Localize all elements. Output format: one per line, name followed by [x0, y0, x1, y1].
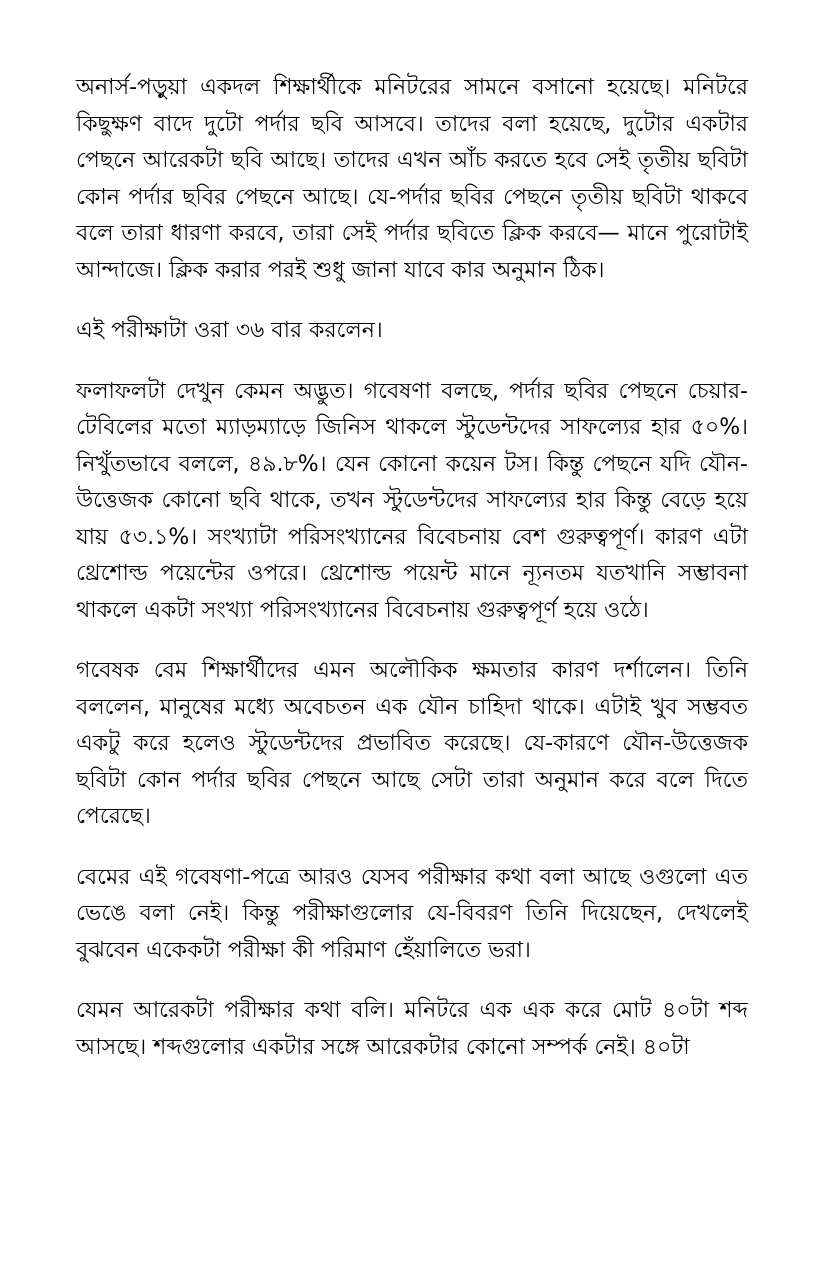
- document-page: [76, 70, 748, 1090]
- paragraph-results: ফলাফলটা দেখুন কেমন অদ্ভুত। গবেষণা বলছে, পর্দার ছবির পেছনে চেয়ার-টেবিলের মতো ম্যাড়ম্যাড়ে জিনিস থাকলে স্টুডেন্টদের সাফল্যের হার ৫০%। নিখুঁতভাবে বললে, ৪৯.৮%। যেন কোনো কয়েন টস। কিন্তু পেছনে যদি যৌন-উত্তেজক কোনো ছবি থাকে, তখন স্টুডেন্টদের সাফল্যের হার কিন্তু বেড়ে হয়ে যায় ৫৩.১%। সংখ্যাটা পরিসংখ্যানের বিবেচনায় বেশ গুরুত্বপূর্ণ। কারণ এটা থ্রেশোল্ড পয়েন্টের ওপরে। থ্রেশোল্ড পয়েন্ট মানে ন্যূনতম যতখানি সম্ভাবনা থাকলে একটা সংখ্যা পরিসংখ্যানের বিবেচনায় গুরুত্বপূর্ণ হয়ে ওঠে।: [76, 378, 748, 623]
- paragraph-other-experiments: বেমের এই গবেষণা-পত্রে আরও যেসব পরীক্ষার কথা বলা আছে ওগুলো এত ভেঙে বলা নেই। কিন্তু পরীক্ষাগুলোর যে-বিবরণ তিনি দিয়েছেন, দেখলেই বুঝবেন একেকটা পরীক্ষা কী পরিমাণ হেঁয়ালিতে ভরা।: [76, 864, 748, 963]
- paragraph-experiment-setup: অনার্স-পড়ুয়া একদল শিক্ষার্থীকে মনিটরের সামনে বসানো হয়েছে। মনিটরে কিছুক্ষণ বাদে দুটো পর্দার ছবি আসবে। তাদের বলা হয়েছে, দুটোর একটার পেছনে আরেকটা ছবি আছে। তাদের এখন আঁচ করতে হবে সেই তৃতীয় ছবিটা কোন পর্দার ছবির পেছনে আছে। যে-পর্দার ছবির পেছনে তৃতীয় ছবিটা থাকবে বলে তারা ধারণা করবে, তারা সেই পর্দার ছবিতে ক্লিক করবে— মানে পুরোটাই আন্দাজে। ক্লিক করার পরই শুধু জানা যাবে কার অনুমান ঠিক।: [76, 75, 748, 283]
- paragraph-word-experiment: যেমন আরেকটা পরীক্ষার কথা বলি। মনিটরে এক এক করে মোট ৪০টা শব্দ আসছে। শব্দগুলোর একটার সঙ্গে আরেকটার কোনো সম্পর্ক নেই। ৪০টা: [76, 998, 748, 1060]
- paragraph-explanation: গবেষক বেম শিক্ষার্থীদের এমন অলৌকিক ক্ষমতার কারণ দর্শালেন। তিনি বললেন, মানুষের মধ্যে অবেচতন এক যৌন চাহিদা থাকে। এটাই খুব সম্ভবত একটু করে হলেও স্টুডেন্টদের প্রভাবিত করেছে। যে-কারণে যৌন-উত্তেজক ছবিটা কোন পর্দার ছবির পেছনে আছে সেটা তারা অনুমান করে বলে দিতে পেরেছে।: [76, 658, 748, 829]
- paragraph-repetition: এই পরীক্ষাটা ওরা ৩৬ বার করলেন।: [76, 318, 383, 343]
